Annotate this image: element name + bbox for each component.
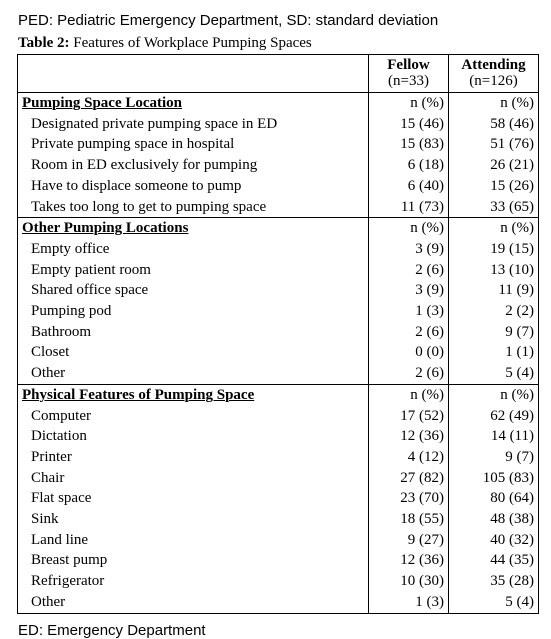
table-row	[18, 322, 539, 343]
row-label: Breast pump	[31, 552, 108, 569]
row-label: Dictation	[31, 428, 87, 445]
table-row	[18, 509, 539, 530]
header-fellow	[369, 55, 449, 93]
table-row	[18, 342, 539, 363]
row-attending-value: 14 (11)	[449, 426, 539, 447]
row-fellow-value: 0 (0)	[369, 342, 449, 363]
section-attending-unit: n (%)	[449, 384, 539, 405]
table-row	[18, 114, 539, 135]
table-row	[18, 239, 539, 260]
row-attending-value: 44 (35)	[449, 550, 539, 571]
row-attending-value: 35 (28)	[449, 571, 539, 592]
pumping-spaces-table	[17, 54, 539, 614]
row-attending-value: 15 (26)	[449, 176, 539, 197]
section-fellow-unit: n (%)	[369, 93, 449, 114]
row-attending-value: 9 (7)	[449, 322, 539, 343]
table-row	[18, 260, 539, 281]
row-attending-value: 5 (4)	[449, 363, 539, 384]
section-title	[18, 218, 369, 239]
row-label: Private pumping space in hospital	[31, 136, 235, 153]
section-fellow-unit: n (%)	[369, 218, 449, 239]
row-attending-value: 19 (15)	[449, 239, 539, 260]
row-attending-value: 51 (76)	[449, 134, 539, 155]
row-label: Empty patient room	[31, 261, 151, 278]
section-title-text: Pumping Space Location	[22, 95, 183, 111]
table-row	[18, 197, 539, 218]
header-attending-n: (n=126)	[469, 73, 518, 89]
row-label: Flat space	[31, 490, 92, 507]
table-row	[18, 301, 539, 322]
row-attending-value: 9 (7)	[449, 447, 539, 468]
section-attending-unit: n (%)	[449, 218, 539, 239]
header-fellow-name: Fellow	[387, 57, 430, 73]
row-label: Other	[31, 365, 66, 382]
section-title-text: Other Pumping Locations	[22, 220, 189, 237]
header-attending-name: Attending	[461, 57, 526, 73]
row-label: Takes too long to get to pumping space	[31, 198, 267, 215]
table-row	[18, 447, 539, 468]
row-fellow-value: 12 (36)	[369, 550, 449, 571]
section-title	[18, 384, 369, 405]
header-fellow-n: (n=33)	[388, 73, 429, 89]
row-label: Shared office space	[31, 282, 149, 299]
row-attending-value: 13 (10)	[449, 260, 539, 281]
row-attending-value: 58 (46)	[449, 114, 539, 135]
row-fellow-value: 11 (73)	[369, 197, 449, 218]
row-label: Chair	[31, 469, 65, 486]
table-row	[18, 426, 539, 447]
row-label: Empty office	[31, 240, 110, 257]
section-fellow-unit: n (%)	[369, 384, 449, 405]
row-label: Computer	[31, 407, 91, 424]
row-fellow-value: 27 (82)	[369, 468, 449, 489]
row-attending-value: 26 (21)	[449, 155, 539, 176]
row-fellow-value: 15 (46)	[369, 114, 449, 135]
row-label: Printer	[31, 448, 72, 465]
row-label: Sink	[31, 511, 59, 528]
row-attending-value: 33 (65)	[449, 197, 539, 218]
table-header-row	[18, 55, 539, 93]
row-attending-value: 11 (9)	[449, 280, 539, 301]
row-fellow-value: 2 (6)	[369, 363, 449, 384]
row-fellow-value: 3 (9)	[369, 239, 449, 260]
row-label: Bathroom	[31, 323, 91, 340]
row-attending-value: 62 (49)	[449, 406, 539, 427]
row-fellow-value: 2 (6)	[369, 322, 449, 343]
section-header-row	[18, 384, 539, 405]
row-fellow-value: 15 (83)	[369, 134, 449, 155]
row-fellow-value: 9 (27)	[369, 530, 449, 551]
header-blank-cell	[18, 55, 369, 93]
table-row	[18, 468, 539, 489]
row-attending-value: 2 (2)	[449, 301, 539, 322]
row-fellow-value: 6 (18)	[369, 155, 449, 176]
table-row	[18, 488, 539, 509]
table-body	[18, 93, 539, 614]
row-label: Land line	[31, 531, 89, 548]
footnote: ED: Emergency Department	[18, 622, 206, 639]
table-row	[18, 280, 539, 301]
row-attending-value: 105 (83)	[449, 468, 539, 489]
table-row	[18, 134, 539, 155]
row-label: Refrigerator	[31, 573, 105, 590]
row-fellow-value: 1 (3)	[369, 301, 449, 322]
table-row	[18, 176, 539, 197]
row-label: Designated private pumping space in ED	[31, 115, 278, 132]
row-label: Other	[31, 593, 66, 610]
table-caption	[18, 35, 312, 52]
row-fellow-value: 2 (6)	[369, 260, 449, 281]
row-fellow-value: 3 (9)	[369, 280, 449, 301]
header-attending	[449, 55, 539, 93]
table-row	[18, 592, 539, 613]
row-label: Pumping pod	[31, 303, 112, 320]
section-header-row	[18, 218, 539, 239]
row-fellow-value: 23 (70)	[369, 488, 449, 509]
row-attending-value: 40 (32)	[449, 530, 539, 551]
row-label: Room in ED exclusively for pumping	[31, 157, 258, 174]
table-row	[18, 155, 539, 176]
table-caption-label: Table 2:	[18, 35, 70, 51]
table-row	[18, 571, 539, 592]
section-title-text: Physical Features of Pumping Space	[22, 386, 255, 403]
row-fellow-value: 6 (40)	[369, 176, 449, 197]
row-attending-value: 5 (4)	[449, 592, 539, 613]
row-attending-value: 48 (38)	[449, 509, 539, 530]
row-attending-value: 80 (64)	[449, 488, 539, 509]
table-caption-text: Features of Workplace Pumping Spaces	[69, 35, 312, 51]
row-fellow-value: 18 (55)	[369, 509, 449, 530]
row-fellow-value: 17 (52)	[369, 406, 449, 427]
row-fellow-value: 4 (12)	[369, 447, 449, 468]
table-row	[18, 550, 539, 571]
row-fellow-value: 10 (30)	[369, 571, 449, 592]
abbreviations-note: PED: Pediatric Emergency Department, SD: standard deviation	[18, 12, 439, 29]
row-label: Have to displace someone to pump	[31, 177, 242, 194]
table-row	[18, 530, 539, 551]
section-header-row	[18, 93, 539, 114]
table-row	[18, 363, 539, 384]
row-attending-value: 1 (1)	[449, 342, 539, 363]
section-title	[18, 93, 369, 114]
section-attending-unit: n (%)	[449, 93, 539, 114]
row-fellow-value: 12 (36)	[369, 426, 449, 447]
table-row	[18, 406, 539, 427]
row-label: Closet	[31, 344, 70, 361]
row-fellow-value: 1 (3)	[369, 592, 449, 613]
